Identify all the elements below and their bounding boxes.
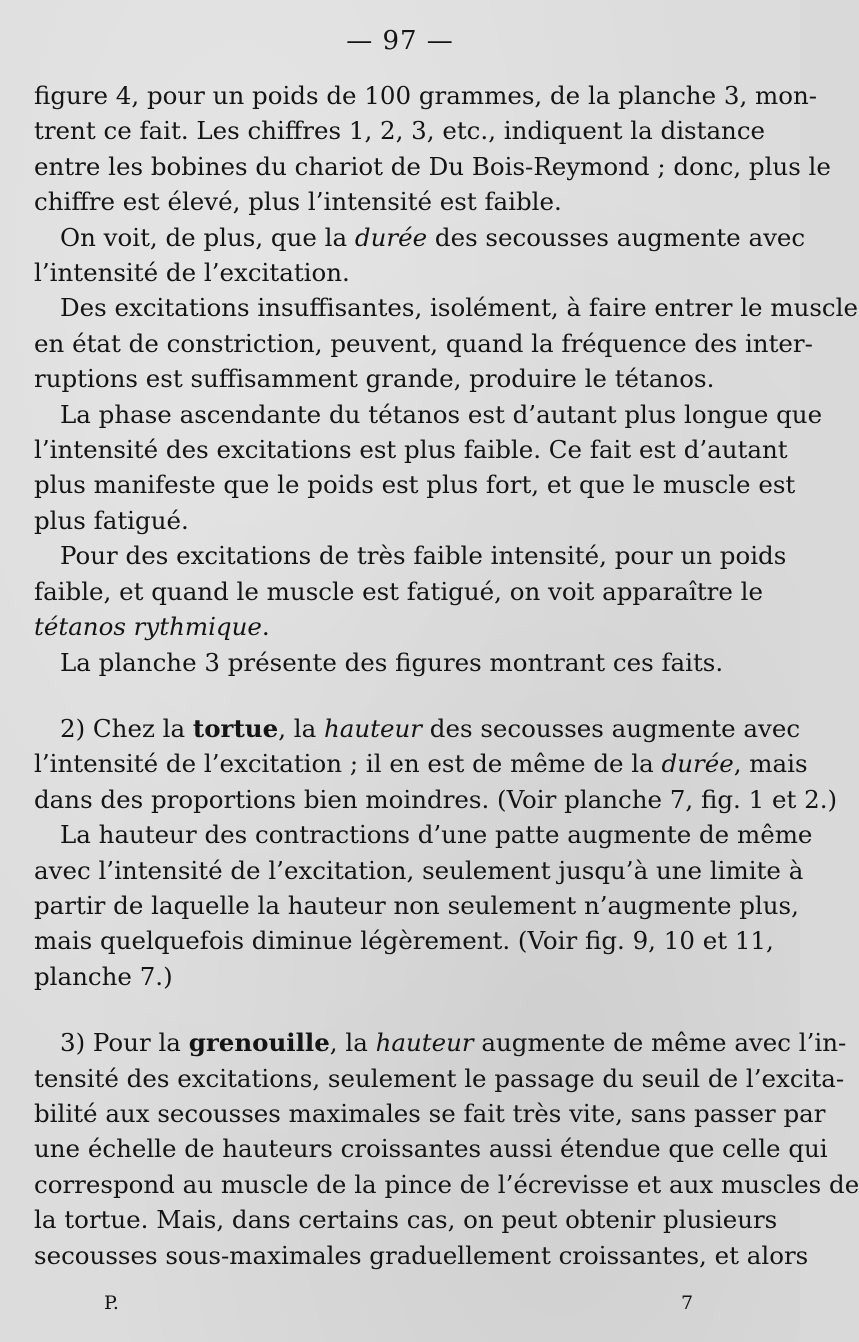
- text-line: l’intensité des excitations est plus faible. Ce fait est d’autant: [34, 435, 788, 465]
- footer-sheet-number: 7: [681, 1292, 694, 1314]
- text-line: mais quelquefois diminue légèrement. (Voir fig. 9, 10 et 11,: [34, 926, 774, 956]
- text-line: entre les bobines du chariot de Du Bois-Reymond ; donc, plus le: [34, 151, 831, 181]
- text-run: l’intensité de l’excitation ; il en est de même de la: [34, 749, 662, 779]
- text-run: 2) Chez la: [60, 713, 193, 743]
- footer-signature-mark: P.: [104, 1292, 119, 1314]
- text-run: des secousses augmente avec: [427, 222, 806, 252]
- text-line: [34, 746, 808, 781]
- text-run: augmente de même avec l’in-: [473, 1028, 847, 1058]
- text-line: Des excitations insuffisantes, isolément, à faire entrer le muscle: [60, 293, 858, 323]
- text-line: correspond au muscle de la pince de l’écrevisse et aux muscles de: [34, 1169, 859, 1199]
- paragraph-8: [34, 817, 813, 994]
- italic-term: durée: [661, 749, 734, 779]
- text-line: en état de constriction, peuvent, quand la fréquence des inter-: [34, 328, 813, 358]
- paragraph-3: [34, 290, 858, 396]
- text-line: avec l’intensité de l’excitation, seulement jusqu’à une limite à: [34, 855, 804, 885]
- text-run: des secousses augmente avec: [422, 713, 801, 743]
- text-run: , la: [278, 713, 324, 743]
- text-line: tensité des excitations, seulement le passage du seuil de l’excita-: [34, 1063, 845, 1093]
- text-line: [34, 1025, 847, 1060]
- text-line: dans des proportions bien moindres. (Voir planche 7, fig. 1 et 2.): [34, 784, 838, 814]
- bold-term: grenouille: [188, 1028, 330, 1058]
- text-run: , mais: [733, 749, 808, 779]
- text-line: [34, 609, 762, 644]
- text-line: partir de laquelle la hauteur non seulement n’augmente plus,: [34, 890, 799, 920]
- body-text: [34, 78, 859, 1273]
- text-run: , la: [329, 1028, 376, 1058]
- text-line: la tortue. Mais, dans certains cas, on peut obtenir plusieurs: [34, 1205, 778, 1235]
- text-line: faible, et quand le muscle est fatigué, on voit apparaître le: [34, 576, 763, 606]
- text-line: plus fatigué.: [34, 505, 189, 535]
- text-run: On voit, de plus, que la: [60, 222, 355, 252]
- text-run: 3) Pour la: [60, 1028, 189, 1058]
- text-line: secousses sous-maximales graduellement croissantes, et alors: [34, 1240, 809, 1270]
- italic-term: tétanos rythmique: [34, 612, 262, 642]
- paragraph-5: [34, 538, 787, 644]
- text-line: trent ce fait. Les chiffres 1, 2, 3, etc., indiquent la distance: [34, 116, 766, 146]
- paragraph-4: [34, 397, 823, 539]
- paragraph-2: [34, 220, 806, 291]
- text-line: ruptions est suffisamment grande, produire le tétanos.: [34, 364, 715, 394]
- text-line: plus manifeste que le poids est plus fort, et que le muscle est: [34, 470, 796, 500]
- paragraph-1: [34, 78, 831, 220]
- paragraph-6: [34, 645, 762, 680]
- text-line: une échelle de hauteurs croissantes aussi étendue que celle qui: [34, 1134, 828, 1164]
- text-line: La planche 3 présente des figures montrant ces faits.: [60, 647, 724, 677]
- text-line: La hauteur des contractions d’une patte augmente de même: [60, 820, 813, 850]
- paragraph-9: [34, 1025, 859, 1273]
- text-line: [34, 711, 801, 746]
- text-line: planche 7.): [34, 961, 173, 991]
- text-line: bilité aux secousses maximales se fait très vite, sans passer par: [34, 1098, 826, 1128]
- text-line: La phase ascendante du tétanos est d’autant plus longue que: [60, 399, 823, 429]
- bold-term: tortue: [192, 713, 279, 743]
- text-line: l’intensité de l’excitation.: [34, 258, 350, 288]
- italic-term: hauteur: [375, 1028, 474, 1058]
- text-line: chiffre est élevé, plus l’intensité est faible.: [34, 187, 562, 217]
- text-line: Pour des excitations de très faible intensité, pour un poids: [60, 541, 787, 571]
- text-run: .: [261, 612, 270, 642]
- text-line: [34, 220, 806, 255]
- page-number: — 97 —: [346, 26, 454, 56]
- italic-term: durée: [354, 222, 428, 252]
- paragraph-7: [34, 711, 838, 817]
- text-line: figure 4, pour un poids de 100 grammes, de la planche 3, mon-: [34, 81, 818, 110]
- italic-term: hauteur: [324, 713, 422, 743]
